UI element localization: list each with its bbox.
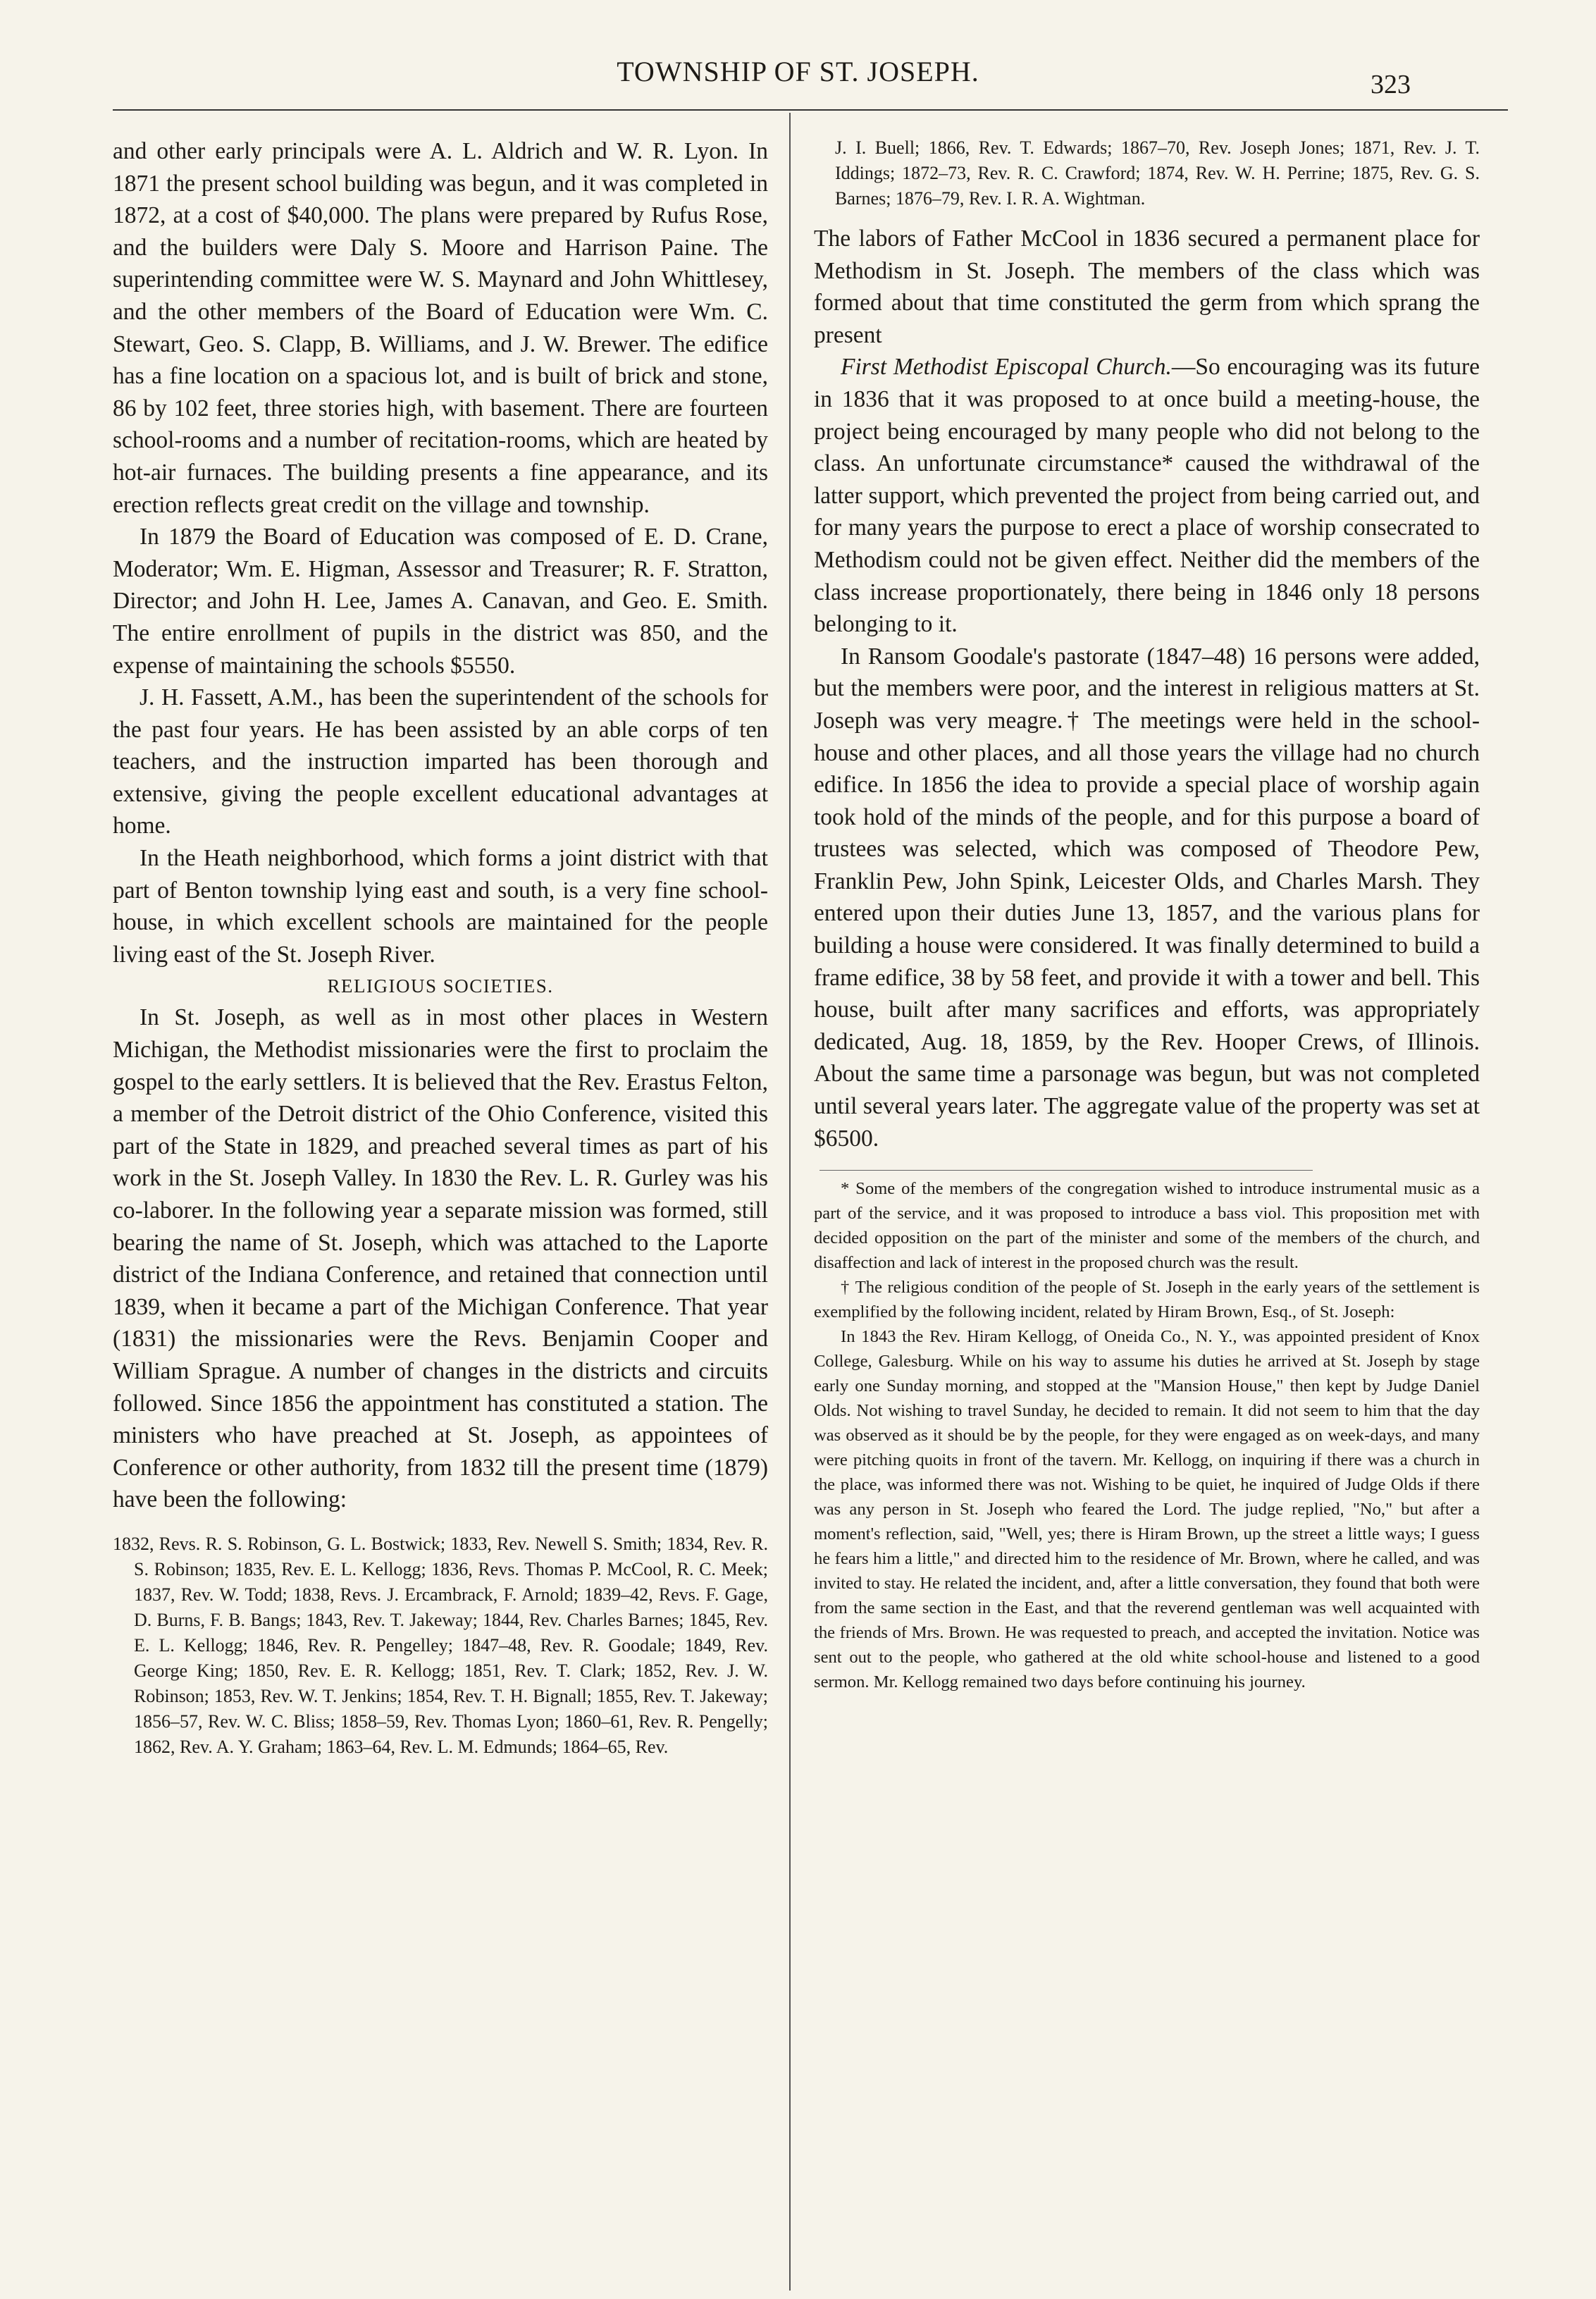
column-divider <box>789 113 791 2291</box>
paragraph: In St. Joseph, as well as in most other places in Western Michigan, the Methodist missionaries were the first to proclaim the gospel to the early settlers. It is believed that the Rev. Erastus Felton, a member of the Detroit district of the Ohio Conference, visited this part of the State in 1829, and preached several times as part of his work in the St. Joseph Valley. In 1830 the Rev. L. R. Gurley was his co-laborer. In the following year a separate mission was formed, still bearing the name of St. Joseph, which was attached to the Laporte district of the Indiana Conference, and retained that connection until 1839, when it became a part of the Michigan Conference. That year (1831) the missionaries were the Revs. Benjamin Cooper and William Sprague. A number of changes in the districts and circuits followed. Since 1856 the appointment has constituted a station. The ministers who have preached at St. Joseph, as appointees of Conference or other authority, from 1832 till the present time (1879) have been the following: <box>113 1004 768 1513</box>
paragraph <box>814 351 1480 640</box>
footnote: In 1843 the Rev. Hiram Kellogg, of Oneida Co., N. Y., was appointed president of Knox College, Galesburg. While on his way to assume his duties he arrived at St. Joseph by stage early one Sunday morning, and stopped at the "Mansion House," then kept by Judge Daniel Olds. Not wishing to travel Sunday, he decided to remain. It did not seem to him that the day was observed as it should be by the people, for they were engaged as on week-days, and many were pitching quoits in front of the tavern. Mr. Kellogg, on inquiring if there was a church in the place, was informed there was not. Wishing to be quiet, he inquired of Judge Olds if there was any person in St. Joseph who feared the Lord. The judge replied, "No," but after a moment's reflection, said, "Well, yes; there is Hiram Brown, up the street a little ways; I guess he fears him a little," and directed him to the residence of Mr. Brown, where he called, and was invited to stay. He related the incident, and, after a little conversation, they found that both were from the same section in the East, and that the reverend gentleman was well acquainted with the friends of Mrs. Brown. He was requested to preach, and accepted the invitation. Notice was sent out to the people, who gathered at the old white school-house and listened to a good sermon. Mr. Kellogg remained two days before continuing his journey. <box>814 1327 1480 1692</box>
paragraph: In the Heath neighborhood, which forms a joint district with that part of Benton township lying east and south, is a very fine school-house, in which excellent schools are maintained for the people living east of the St. Joseph River. <box>113 845 768 968</box>
header-rule <box>113 109 1508 111</box>
paragraph: In Ransom Goodale's pastorate (1847–48) 16 persons were added, but the members were poor, and the interest in religious matters at St. Joseph was very meagre.† The meetings were held in the school-house and other places, and all those years the village had no church edifice. In 1856 the idea to provide a special place of worship again took hold of the minds of the people, and for this purpose a board of trustees was selected, which was composed of Theodore Pew, Franklin Pew, John Spink, Leicester Olds, and Charles Marsh. They entered upon their duties June 13, 1857, and the various plans for building a house were considered. It was finally determined to build a frame edifice, 38 by 58 feet, and provide it with a tower and bell. This house, built after many sacrifices and efforts, was appropriately dedicated, Aug. 18, 1859, by the Rev. Hooper Crews, of Illinois. About the same time a parsonage was begun, but was not completed until several years later. The aggregate value of the property was set at $6500. <box>814 643 1480 1152</box>
footnotes <box>814 1176 1480 1694</box>
paragraph: The labors of Father McCool in 1836 secured a permanent place for Methodism in St. Joseph. The members of the class which was formed about that time constituted the germ from which sprang the present <box>814 226 1480 348</box>
paragraph: J. H. Fassett, A.M., has been the superintendent of the schools for the past four years. He has been assisted by an able corps of ten teachers, and the instruction imparted has been thorough and extensive, giving the people excellent educational advantages at home. <box>113 684 768 839</box>
section-heading: RELIGIOUS SOCIETIES. <box>327 975 554 997</box>
ministers-list-continued: J. I. Buell; 1866, Rev. T. Edwards; 1867–70, Rev. Joseph Jones; 1871, Rev. J. T. Iddings; 1872–73, Rev. R. C. Crawford; 1874, Rev. W. H. Perrine; 1875, Rev. G. S. Barnes; 1876–79, Rev. I. R. A. Wightman. <box>835 137 1480 209</box>
footnote: * Some of the members of the congregation wished to introduce instrumental music as a part of the service, and it was proposed to introduce a bass viol. This proposition met with decided opposition on the part of the minister and some of the members of the church, and disaffection and lack of interest in the proposed church was the result. <box>814 1179 1480 1273</box>
page-header-title: TOWNSHIP OF ST. JOSEPH. <box>617 56 979 87</box>
right-column <box>814 135 1480 1694</box>
footnote-rule <box>819 1170 1313 1171</box>
footnote: † The religious condition of the people of St. Joseph in the early years of the settlement is exemplified by the following incident, related by Hiram Brown, Esq., of St. Joseph: <box>814 1278 1480 1322</box>
left-column <box>113 135 768 1760</box>
paragraph-text: —So encouraging was its future in 1836 that it was proposed to at once build a meeting-house, the project being encouraged by many people who did not belong to the class. An unfortunate circumstance* caused the withdrawal of the latter support, which prevented the project from being carried out, and for many years the purpose to erect a place of worship consecrated to Methodism could not be given effect. Neither did the members of the class increase proportionately, there being in 1846 only 18 persons belonging to it. <box>814 354 1480 638</box>
paragraph: In 1879 the Board of Education was composed of E. D. Crane, Moderator; Wm. E. Higman, Assessor and Treasurer; R. F. Stratton, Director; and John H. Lee, James A. Canavan, and Geo. E. Smith. The entire enrollment of pupils in the district was 850, and the expense of maintaining the schools $5550. <box>113 524 768 679</box>
page-number: 323 <box>1371 70 1411 99</box>
paragraph: and other early principals were A. L. Aldrich and W. R. Lyon. In 1871 the present school building was begun, and it was completed in 1872, at a cost of $40,000. The plans were prepared by Rufus Rose, and the builders were Daly S. Moore and Harrison Paine. The superintending committee were W. S. Maynard and John Whittlesey, and the other members of the Board of Education were Wm. C. Stewart, Geo. S. Clapp, B. Williams, and J. W. Brewer. The edifice has a fine location on a spacious lot, and is built of brick and stone, 86 by 102 feet, three stories high, with basement. There are fourteen school-rooms and a number of recitation-rooms, which are heated by hot-air furnaces. The building presents a fine appearance, and its erection reflects great credit on the village and township. <box>113 138 768 518</box>
ministers-list: 1832, Revs. R. S. Robinson, G. L. Bostwick; 1833, Rev. Newell S. Smith; 1834, Rev. R. S. Robinson; 1835, Rev. E. L. Kellogg; 1836, Revs. Thomas P. McCool, R. C. Meek; 1837, Rev. W. Todd; 1838, Revs. J. Ercambrack, F. Arnold; 1839–42, Revs. F. Gage, D. Burns, F. B. Bangs; 1843, Rev. T. Jakeway; 1844, Rev. Charles Barnes; 1845, Rev. E. L. Kellogg; 1846, Rev. R. Pengelley; 1847–48, Rev. R. Goodale; 1849, Rev. George King; 1850, Rev. E. R. Kellogg; 1851, Rev. T. Clark; 1852, Rev. J. W. Robinson; 1853, Rev. W. T. Jenkins; 1854, Rev. T. H. Bignall; 1855, Rev. T. Jakeway; 1856–57, Rev. W. C. Bliss; 1858–59, Rev. Thomas Lyon; 1860–61, Rev. R. Pengelly; 1862, Rev. A. Y. Graham; 1863–64, Rev. L. M. Edmunds; 1864–65, Rev. <box>113 1533 768 1757</box>
church-name: First Methodist Episcopal Church. <box>841 354 1172 381</box>
